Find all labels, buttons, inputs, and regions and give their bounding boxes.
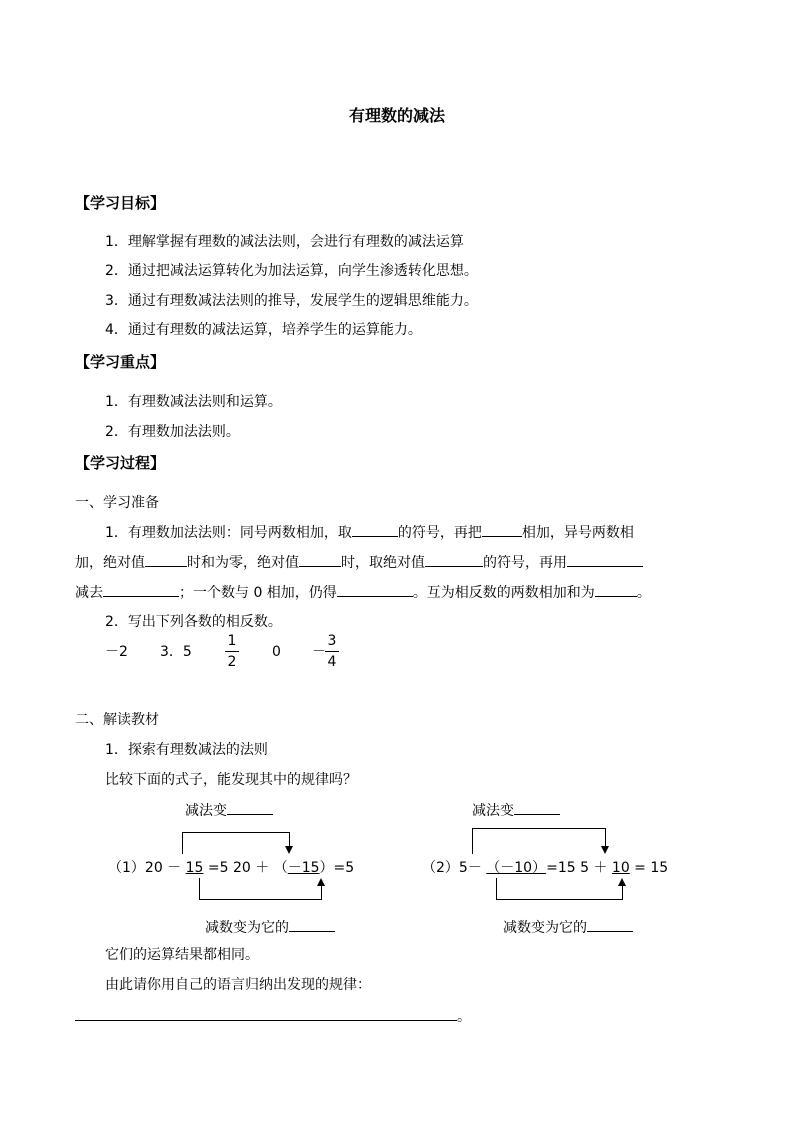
left-bottom-bracket <box>321 886 322 900</box>
blank[interactable] <box>587 917 633 932</box>
page-title: 有理数的减法 <box>348 106 445 125</box>
number-zero: 0 <box>272 644 281 660</box>
right-bottom-bracket <box>622 886 623 900</box>
blank[interactable] <box>567 552 643 567</box>
blank[interactable] <box>103 582 179 597</box>
compare-prompt: 比较下面的式子，能发现其中的规律吗？ <box>105 772 357 788</box>
right-bottom-label: 减数变为它的 <box>503 917 633 938</box>
summarize-prompt: 由此请你用自己的语言归纳出发现的规律： <box>105 977 371 993</box>
section-goals-heading: 【学习目标】 <box>75 194 166 212</box>
right-top-label: 减法变 <box>472 800 560 821</box>
arrow-down-icon <box>285 846 293 854</box>
left-top-bracket <box>289 832 290 846</box>
right-top-bracket <box>472 828 606 829</box>
blank[interactable] <box>425 552 483 567</box>
right-equation: （2）5－ （－10）=15 5 ＋ 10 = 15 <box>422 860 669 876</box>
part2-subheading: 1．探索有理数减法的法则 <box>105 742 268 758</box>
right-top-bracket <box>605 828 606 846</box>
same-result-text: 它们的运算结果都相同。 <box>105 947 259 963</box>
number-neg-2: －2 <box>105 644 128 660</box>
blank[interactable] <box>227 800 273 815</box>
goal-item-2: 2．通过把减法运算转化为加法运算，向学生渗透转化思想。 <box>105 263 478 279</box>
answer-line: 。 <box>75 1006 471 1027</box>
part2-heading: 二、解读教材 <box>75 712 159 728</box>
number-neg-sign: － <box>312 644 326 660</box>
rule-question-line-3: 减去 ；一个数与 0 相加，仍得 。互为相反数的两数相加和为 。 <box>75 582 651 603</box>
blank[interactable] <box>145 552 187 567</box>
blank[interactable] <box>595 582 637 597</box>
right-top-bracket <box>472 828 473 854</box>
blank[interactable] <box>337 582 413 597</box>
arrow-down-icon <box>601 846 609 854</box>
left-equation: （1）20 － 15 =5 20 ＋ （－15）=5 <box>108 860 355 876</box>
goal-item-4: 4．通过有理数的减法运算，培养学生的运算能力。 <box>105 322 422 338</box>
part1-heading: 一、学习准备 <box>75 495 159 511</box>
focus-item-1: 1．有理数减法法则和运算。 <box>105 394 282 410</box>
left-top-bracket <box>182 832 183 854</box>
rule-question-line-1: 1．有理数加法法则：同号两数相加，取 的符号，再把 相加，异号两数相 <box>105 522 634 543</box>
left-bottom-label: 减数变为它的 <box>205 917 335 938</box>
goal-item-3: 3．通过有理数减法法则的推导，发展学生的逻辑思维能力。 <box>105 293 478 309</box>
blank[interactable] <box>299 552 341 567</box>
number-3-5: 3．5 <box>160 644 192 660</box>
left-top-label: 减法变 <box>185 800 273 821</box>
blank[interactable] <box>352 522 398 537</box>
blank[interactable] <box>75 1006 457 1021</box>
arrow-up-icon <box>317 878 325 886</box>
fraction-one-half: 1 2 <box>225 633 239 670</box>
blank[interactable] <box>289 917 335 932</box>
goal-item-1: 1．理解掌握有理数的减法法则，会进行有理数的减法运算 <box>105 234 464 250</box>
right-bottom-bracket <box>496 878 497 900</box>
focus-item-2: 2．有理数加法法则。 <box>105 424 240 440</box>
blank[interactable] <box>514 800 560 815</box>
section-focus-heading: 【学习重点】 <box>75 353 166 371</box>
left-bottom-bracket <box>199 878 200 900</box>
blank[interactable] <box>482 522 522 537</box>
arrow-up-icon <box>618 878 626 886</box>
left-top-bracket <box>182 832 290 833</box>
right-bottom-bracket <box>496 899 623 900</box>
opposite-question: 2．写出下列各数的相反数。 <box>105 614 282 630</box>
left-bottom-bracket <box>199 899 322 900</box>
rule-question-line-2: 加，绝对值 时和为零，绝对值 时，取绝对值 的符号，再用 <box>75 552 643 573</box>
fraction-three-quarters: 3 4 <box>325 633 339 670</box>
section-process-heading: 【学习过程】 <box>75 454 166 472</box>
